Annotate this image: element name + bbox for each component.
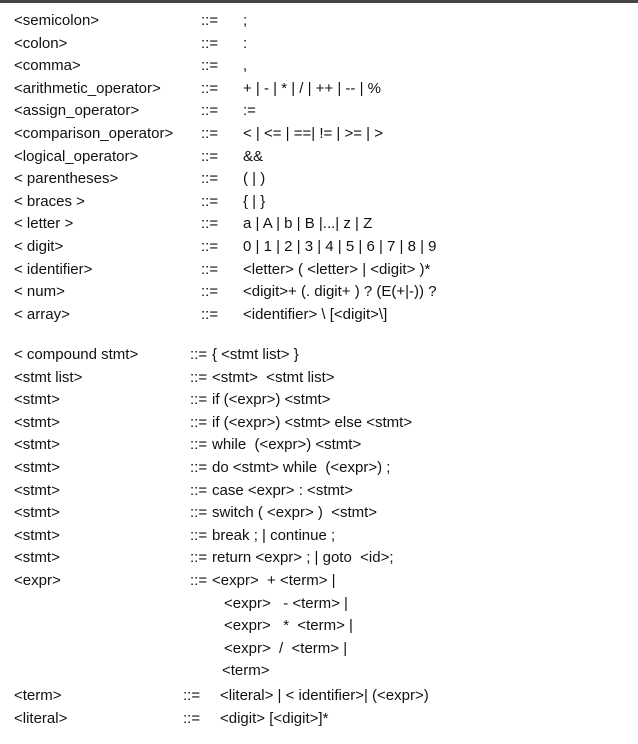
rule-op: ::= [190,481,208,499]
rule-rhs: <literal> | < identifier>| (<expr>) [220,687,429,704]
rule-rhs: if (<expr>) <stmt> [212,391,331,409]
rule-rhs: + | - | * | / | ++ | -- | % [243,79,381,97]
rule-lhs: <comma> [14,57,81,75]
rule-rhs: while (<expr>) <stmt> [212,436,362,454]
rule-rhs: break ; | continue ; [212,526,336,544]
rule-op: ::= [190,413,208,431]
rule-op: ::= [201,125,219,142]
rule-lhs: <expr> [14,572,61,589]
rule-rhs: <expr> + <term> | [212,572,336,589]
rule-rhs: : [243,34,248,52]
rule-lhs: <stmt> [14,549,60,567]
rule-rhs: < | <= | ==| != | >= | > [243,125,383,142]
rule-rhs: ( | ) [243,170,266,188]
rule-op: ::= [201,170,219,188]
rule-rhs: , [243,57,248,75]
rule-rhs: <identifier> \ [<digit>\] [243,305,388,323]
rule-rhs: := [243,102,256,120]
rule-lhs: <stmt> [14,391,60,409]
rule-lhs: <stmt> [14,459,60,476]
rule-rhs: 0 | 1 | 2 | 3 | 4 | 5 | 6 | 7 | 8 | 9 [243,238,437,255]
rule-rhs: a | A | b | B |...| z | Z [243,215,373,233]
top-border [0,0,638,3]
rule-op: ::= [190,346,208,363]
rule-rhs: if (<expr>) <stmt> else <stmt> [212,413,413,431]
rule-lhs: < braces > [14,192,85,210]
rule-op: ::= [190,459,208,476]
rule-lhs: <colon> [14,34,68,52]
rule-rhs: <digit> [<digit>]* [220,709,329,727]
rule-lhs: <stmt> [14,504,60,522]
rule-op: ::= [201,79,219,97]
rule-op: ::= [201,34,219,52]
rule-op: ::= [190,391,208,409]
rule-op: ::= [201,283,219,301]
rule-lhs: < identifier> [14,260,93,278]
rule-lhs: <stmt list> [14,368,83,386]
rule-lhs: < letter > [14,215,74,233]
rule-lhs: < num> [14,283,65,301]
rule-op: ::= [201,238,219,255]
rule-op: ::= [201,260,219,278]
rule-op: ::= [190,504,208,522]
rule-lhs: <stmt> [14,436,60,454]
rule-rhs: return <expr> ; | goto <id>; [212,549,394,567]
rule-op: ::= [190,572,208,589]
rule-lhs: <term> [14,687,62,704]
rule-lhs: < digit> [14,238,64,255]
rule-rhs: ; [243,12,248,29]
rule-op: ::= [201,305,219,323]
rule-lhs: <stmt> [14,526,60,544]
rule-continuation: <term> [222,662,270,680]
rule-op: ::= [190,526,208,544]
rule-rhs: <letter> ( <letter> | <digit> )* [243,260,431,278]
rule-lhs: <semicolon> [14,12,100,29]
rule-op: ::= [183,709,201,727]
rule-continuation: <expr> / <term> | [224,639,348,657]
rule-op: ::= [201,57,219,75]
rule-lhs: <logical_operator> [14,147,139,165]
rule-lhs: <stmt> [14,481,60,499]
rule-lhs: < compound stmt> [14,346,139,363]
rule-rhs: switch ( <expr> ) <stmt> [212,504,378,522]
rule-continuation: <expr> * <term> | [224,617,353,635]
rule-rhs: && [243,147,264,165]
rule-op: ::= [201,147,219,165]
rule-op: ::= [201,12,219,29]
rule-rhs: { <stmt list> } [212,346,299,363]
rule-lhs: <arithmetic_operator> [14,79,161,97]
rule-lhs: < array> [14,305,70,323]
rule-lhs: <comparison_operator> [14,125,174,142]
rule-lhs: <stmt> [14,413,60,431]
rule-rhs: <stmt> <stmt list> [212,368,335,386]
rule-op: ::= [190,549,208,567]
rule-lhs: <literal> [14,709,68,727]
rule-op: ::= [190,368,208,386]
rule-lhs: <assign_operator> [14,102,140,120]
rule-continuation: <expr> - <term> | [224,594,348,612]
rule-rhs: do <stmt> while (<expr>) ; [212,459,391,476]
rule-op: ::= [183,687,201,704]
rule-rhs: <digit>+ (. digit+ ) ? (E(+|-)) ? [243,283,437,301]
rule-op: ::= [201,192,219,210]
rule-op: ::= [190,436,208,454]
rule-rhs: { | } [243,192,266,210]
rule-lhs: < parentheses> [14,170,119,188]
rule-op: ::= [201,215,219,233]
rule-rhs: case <expr> : <stmt> [212,481,353,499]
rule-op: ::= [201,102,219,120]
